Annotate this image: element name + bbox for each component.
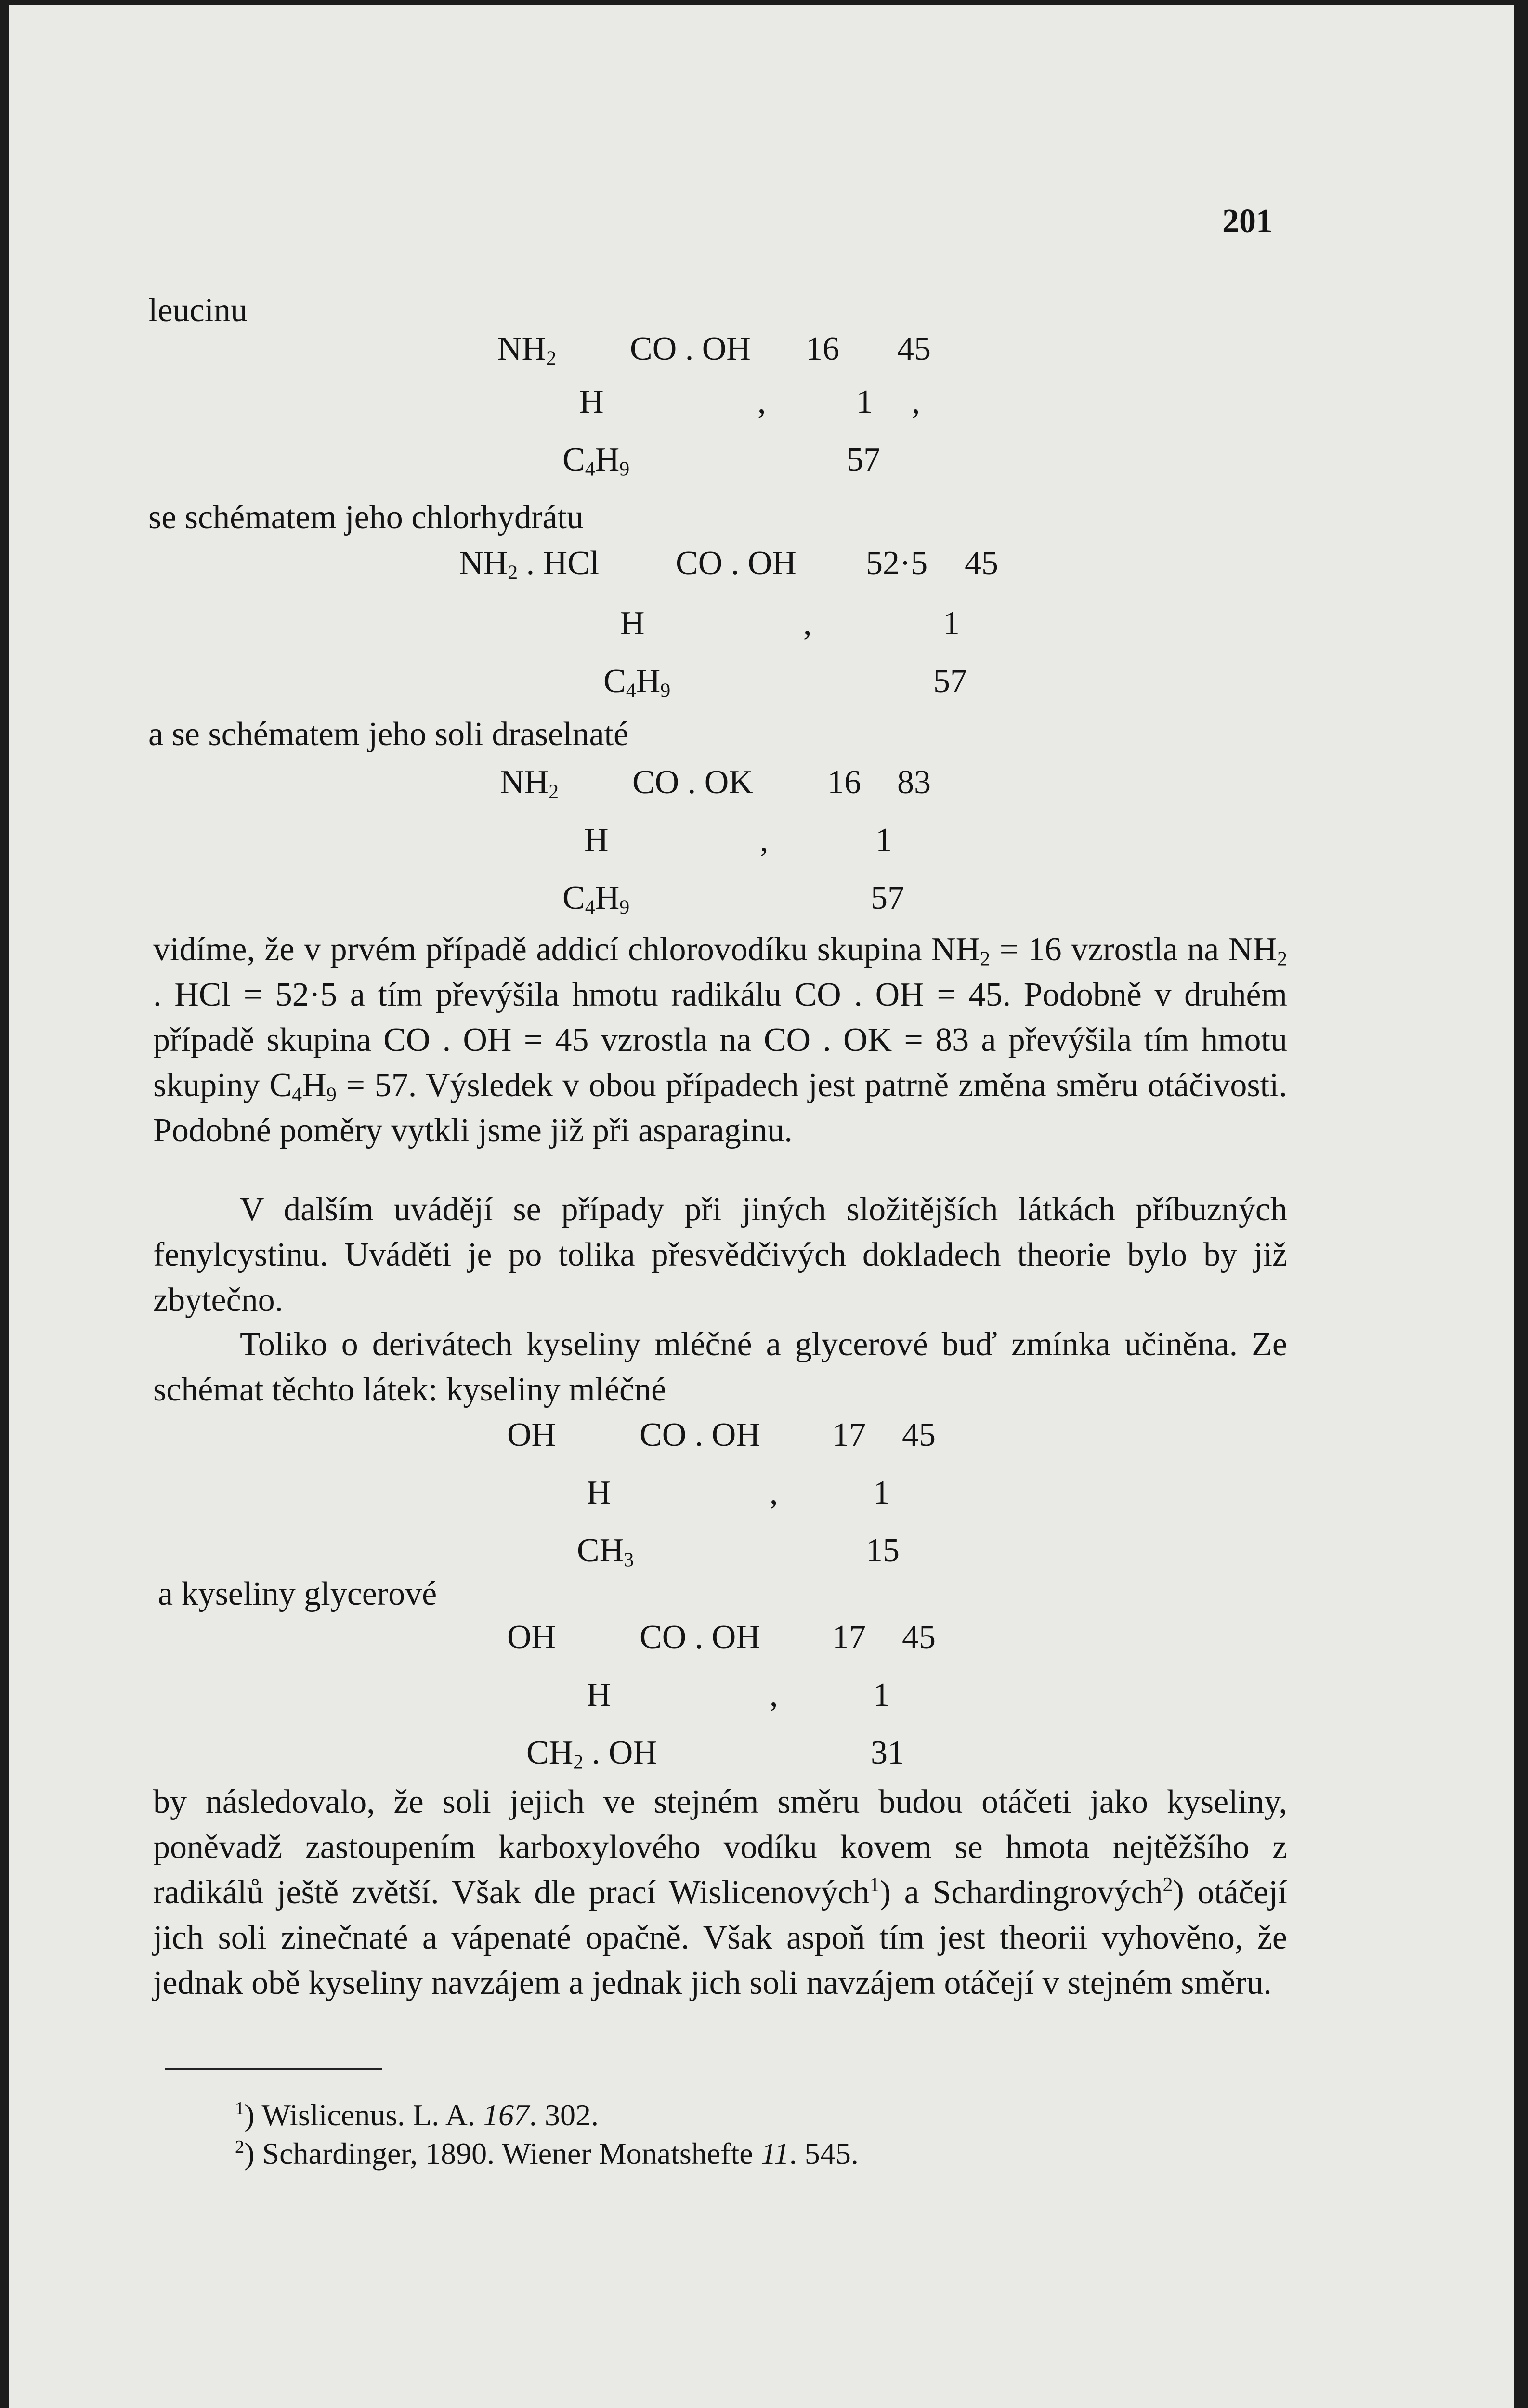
hydrochloride-value-nh2: 52·5 — [866, 545, 928, 582]
paragraph-2: V dalším uvádějí se případy při jiných složitějších látkách příbuzných fenylcystinu. Uváděti je po tolika přesvědčivých dokladech theorie bylo by již zbytečno. — [153, 1191, 1287, 1319]
hydrochloride-nh2-hcl: $NH_2$ . HCl — [459, 545, 600, 584]
glyceric-hydrogen: H — [587, 1676, 611, 1714]
hydrochloride-label: se schématem jeho chlorhydrátu — [148, 499, 584, 536]
lactic-value-methyl: 15 — [866, 1532, 900, 1569]
potassium-value-nh2: 16 — [827, 764, 861, 801]
lactic-value-hydroxyl: 17 — [832, 1416, 866, 1453]
lactic-value-carboxyl: 45 — [902, 1416, 936, 1453]
hydrochloride-butyl: $C_4H_9$ — [603, 663, 671, 702]
leucine-comma-2: , — [912, 383, 920, 420]
leucine-butyl: $C_4H_9$ — [562, 441, 630, 481]
glyceric-value-carboxyl: 45 — [902, 1619, 936, 1656]
leucine-value-butyl: 57 — [847, 441, 880, 478]
glyceric-comma: , — [770, 1676, 778, 1714]
glyceric-value-hydroxyl: 17 — [832, 1619, 866, 1656]
hydrochloride-value-hydrogen: 1 — [943, 605, 960, 642]
potassium-value-butyl: 57 — [871, 879, 904, 916]
lactic-hydroxyl: OH — [507, 1416, 556, 1453]
potassium-butyl: $C_4H_9$ — [562, 879, 630, 919]
lactic-methyl: $CH_3$ — [577, 1532, 634, 1571]
lactic-comma: , — [770, 1474, 778, 1511]
leucine-nh2: $NH_2$ — [497, 330, 557, 370]
potassium-value-carboxylate: 83 — [897, 764, 931, 801]
footnote-2: $^2$) Schardinger, 1890. Wiener Monatshefte 11. 545. — [235, 2136, 859, 2171]
potassium-comma: , — [760, 822, 769, 859]
glyceric-value-hydroxymethyl: 31 — [871, 1734, 904, 1771]
potassium-label: a se schématem jeho soli draselnaté — [148, 716, 629, 753]
lactic-hydrogen: H — [587, 1474, 611, 1511]
lactic-value-hydrogen: 1 — [873, 1474, 890, 1511]
paragraph-4: by následovalo, že soli jejich ve stejném směru budou otáčeti jako kyseliny, poněvadž zastoupením karboxylového vodíku kovem se hmota nejtěžšího z radikálů ještě zvětší. Však dle prací Wislicenových$^1$) a Schardingrových$^2$) otáčejí jich soli zinečnaté a vápenaté opačně. Však aspoň tím jest theorii vyhověno, že jednak obě kyseliny navzájem a jednak jich soli navzájem otáčejí v stejném směru. — [153, 1783, 1287, 2002]
hydrochloride-comma: , — [803, 605, 812, 642]
potassium-carboxylate: CO . OK — [632, 764, 753, 801]
glyceric-hydroxyl: OH — [507, 1619, 556, 1656]
paragraph-3: Toliko o derivátech kyseliny mléčné a glycerové buď zmínka učiněna. Ze schémat těchto látek: kyseliny mléčné — [153, 1326, 1287, 1408]
potassium-nh2: $NH_2$ — [500, 764, 559, 803]
hydrochloride-value-carboxyl: 45 — [965, 545, 998, 582]
potassium-hydrogen: H — [584, 822, 609, 859]
leucine-value-carboxyl: 45 — [897, 330, 931, 367]
potassium-value-hydrogen: 1 — [875, 822, 892, 859]
hydrochloride-carboxyl: CO . OH — [676, 545, 797, 582]
paragraph-1: vidíme, že v prvém případě addicí chlorovodíku skupina $NH_2 = 16$ vzrostla na $NH_2$ . HCl = 52·5 a tím převýšila hmotu radikálu CO . OH = 45. Podobně v druhém případě skupina CO . OH = 45 vzrostla na CO . OK = 83 a převýšila tím hmotu skupiny $C_4H_9 = 57$. Výsledek v obou případech jest patrně změna směru otáčivosti. Podobné poměry vytkli jsme již při asparaginu. — [153, 931, 1287, 1149]
glyceric-label: a kyseliny glycerové — [158, 1575, 437, 1612]
leucine-comma: , — [757, 383, 766, 420]
hydrochloride-value-butyl: 57 — [933, 663, 967, 700]
footnote-rule — [165, 2068, 382, 2070]
leucine-value-nh2: 16 — [806, 330, 839, 367]
leucine-label: leucinu — [148, 292, 248, 329]
footnote-1: $^1$) Wislicenus. L. A. 167. 302. — [235, 2098, 599, 2132]
glyceric-hydroxymethyl: $CH_2$ . OH — [526, 1734, 657, 1774]
page-number: 201 — [1222, 203, 1273, 240]
glyceric-value-hydrogen: 1 — [873, 1676, 890, 1714]
hydrochloride-hydrogen: H — [620, 605, 645, 642]
lactic-carboxyl: CO . OH — [640, 1416, 760, 1453]
leucine-value-hydrogen: 1 — [856, 383, 873, 420]
leucine-carboxyl: CO . OH — [630, 330, 751, 367]
leucine-hydrogen: H — [579, 383, 604, 420]
glyceric-carboxyl: CO . OH — [640, 1619, 760, 1656]
page — [9, 5, 1514, 2408]
